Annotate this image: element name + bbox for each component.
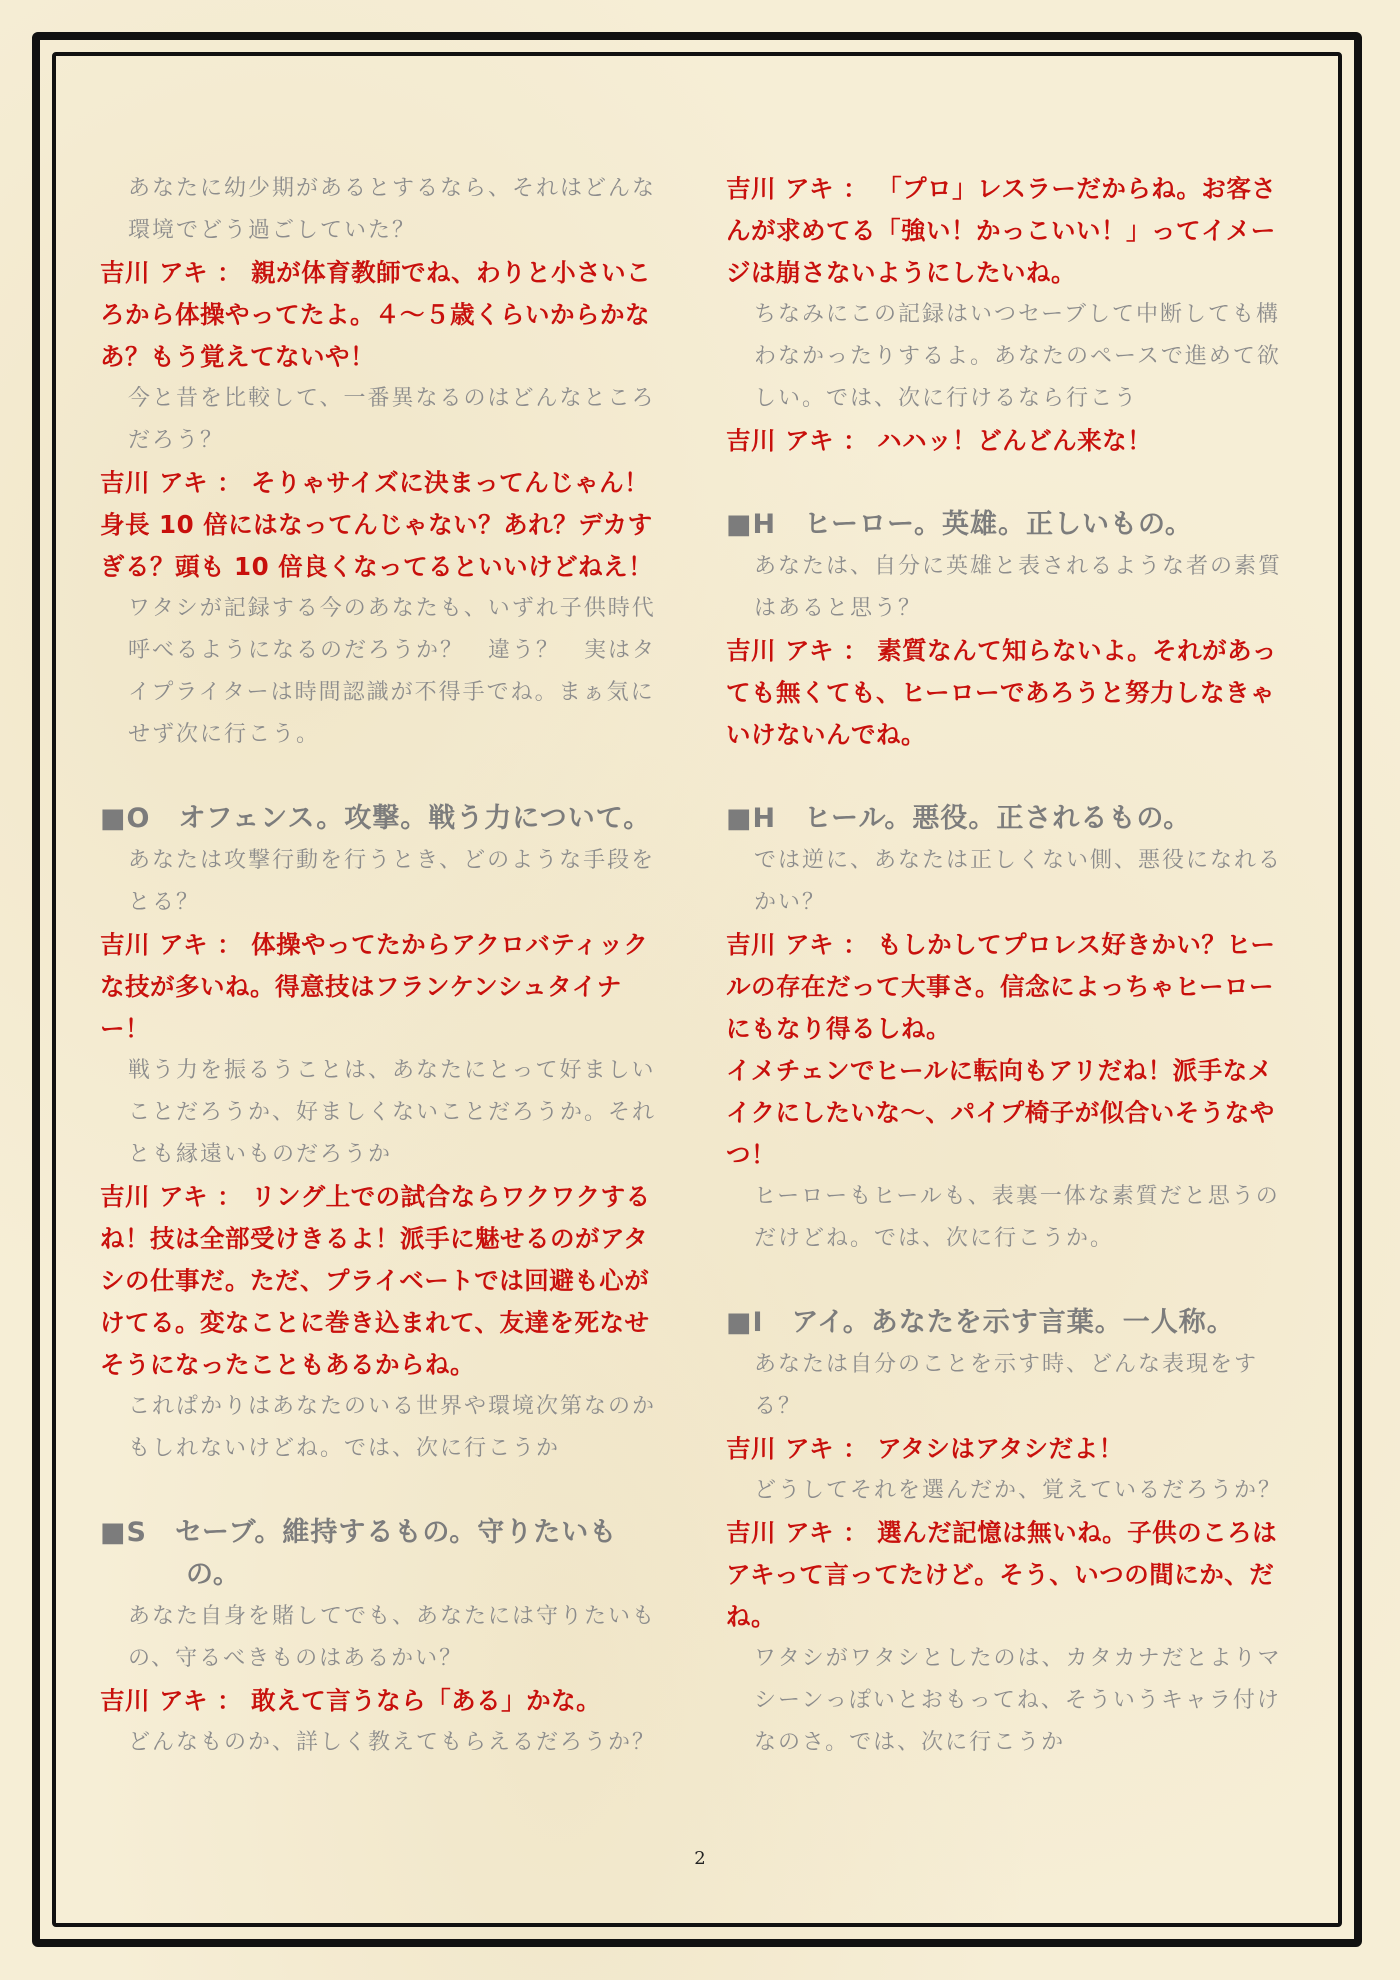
page-number: 2: [694, 1848, 706, 1869]
answer-text: 吉川 アキ ： 素質なんて知らないよ。それがあっても無くても、ヒーローであろうと努力しなきゃいけないんでね。: [726, 636, 1277, 749]
question-text: あなた自身を賭してでも、あなたには守りたいもの、守るべきものはあるかい？: [128, 1604, 657, 1671]
question-text: あなたは自分のことを示す時、どんな表現をする？: [754, 1352, 1259, 1419]
section-heading-i: ■I アイ。あなたを示す言葉。一人称。: [726, 1307, 1235, 1338]
question-text: 今と昔を比較して、一番異なるのはどんなところだろう？: [128, 386, 656, 453]
question-text: どうしてそれを選んだか、覚えているだろうか？: [754, 1478, 1283, 1503]
answer-text: 吉川 アキ ： そりゃサイズに決まってんじゃん！身長 10 倍にはなってんじゃない？あれ？デカすぎる？頭も 10 倍良くなってるといいけどねえ！: [100, 468, 654, 581]
section-heading-save-cont: の。: [186, 1559, 241, 1590]
question-text: あなたは攻撃行動を行うとき、どのような手段をとる？: [128, 848, 656, 915]
answer-text: 吉川 アキ ： リング上での試合ならワクワクするね！技は全部受けきるよ！派手に魅せるのがアタシの仕事だ。ただ、プライベートでは回避も心がけてる。変なことに巻き込まれて、友達を死なせそうになったこともあるからね。: [100, 1182, 651, 1379]
answer-text: 吉川 アキ ： アタシはアタシだよ！: [726, 1434, 1124, 1463]
question-text: ヒーローもヒールも、表裏一体な素質だと思うのだけどね。では、次に行こうか。: [754, 1184, 1280, 1251]
section-heading-save: ■S セーブ。維持するもの。守りたいも: [100, 1517, 618, 1548]
question-text: あなたは、自分に英雄と表されるような者の素質はあると思う？: [754, 554, 1283, 621]
question-text: ワタシがワタシとしたのは、カタカナだとよりマシーンっぽいとおもってね、そういうキャラ付けなのさ。では、次に行こうか: [754, 1646, 1282, 1755]
question-text: 戦う力を振るうことは、あなたにとって好ましいことだろうか、好ましくないことだろうか。それとも縁遠いものだろうか: [128, 1058, 657, 1167]
question-text: あなたに幼少期があるとするなら、それはどんな環境でどう過ごしていた？: [128, 176, 657, 243]
answer-text: 吉川 アキ ： 親が体育教師でね、わりと小さいころから体操やってたよ。４～５歳くらいからかなあ？もう覚えてないや！: [100, 258, 652, 371]
answer-text: 吉川 アキ ： 「プロ」レスラーだからね。お客さんが求めてる「強い！かっこいい！」ってイメージは崩さないようにしたいね。: [726, 174, 1277, 287]
answer-text: 吉川 アキ ： 敢えて言うなら「ある」かな。: [100, 1686, 602, 1715]
section-heading-hero: ■H ヒーロー。英雄。正しいもの。: [726, 509, 1193, 540]
answer-text: 吉川 アキ ： 体操やってたからアクロバティックな技が多いね。得意技はフランケンシュタイナー！: [100, 930, 649, 1043]
right-column: [726, 168, 1296, 1764]
left-column: [100, 168, 670, 1764]
question-text: では逆に、あなたは正しくない側、悪役になれるかい？: [754, 848, 1283, 915]
answer-text: 吉川 アキ ： ハハッ！どんどん来な！: [726, 426, 1153, 455]
section-heading-offense: ■O オフェンス。攻撃。戦う力について。: [100, 803, 652, 834]
question-text: どんなものか、詳しく教えてもらえるだろうか？: [128, 1730, 657, 1755]
section-heading-heel: ■H ヒール。悪役。正されるもの。: [726, 803, 1192, 834]
answer-text: イメチェンでヒールに転向もアリだね！派手なメイクにしたいな～、パイプ椅子が似合いそうなやつ！: [726, 1056, 1275, 1169]
question-text: ちなみにこの記録はいつセーブして中断しても構わなかったりするよ。あなたのペースで進めて欲しい。では、次に行けるなら行こう: [754, 302, 1281, 411]
question-text: これぱかりはあなたのいる世界や環境次第なのかもしれないけどね。では、次に行こうか: [128, 1394, 657, 1461]
answer-text: 吉川 アキ ： 選んだ記憶は無いね。子供のころはアキって言ってたけど。そう、いつの間にか、だね。: [726, 1518, 1278, 1631]
question-text: ワタシが記録する今のあなたも、いずれ子供時代呼べるようになるのだろうか？ 違う？ 実はタイプライターは時間認識が不得手でね。まぁ気にせず次に行こう。: [128, 596, 657, 747]
answer-text: 吉川 アキ ： もしかしてプロレス好きかい？ヒールの存在だって大事さ。信念によっちゃヒーローにもなり得るしね。: [726, 930, 1276, 1043]
